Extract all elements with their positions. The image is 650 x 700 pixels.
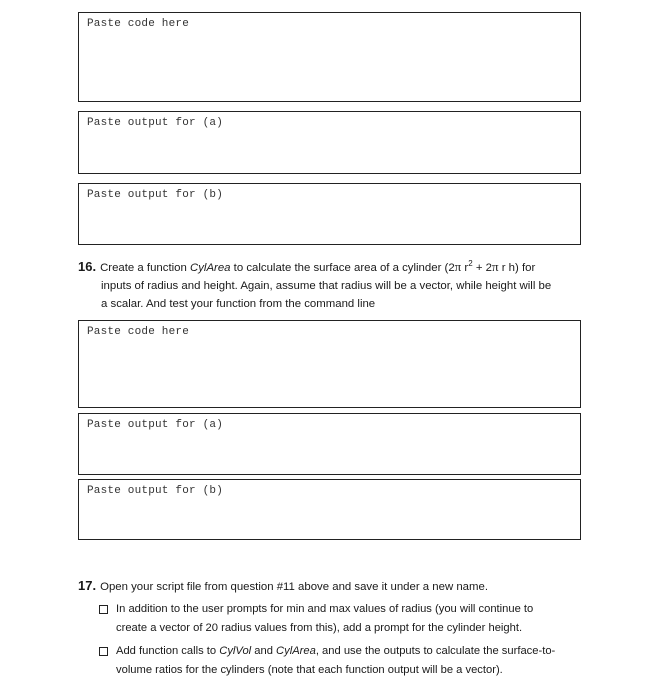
function-name: CylArea (190, 262, 231, 274)
code-placeholder: Paste code here (87, 18, 190, 30)
q17-text: Open your script file from question #11 above and save it under a new name. (100, 581, 489, 593)
q17-item-2-post: , and use the outputs to calculate the surface-to- (315, 645, 556, 657)
pi-symbol: π (454, 259, 462, 274)
output-a-box-top[interactable] (78, 111, 581, 174)
q16-tail: r h) for (498, 262, 536, 274)
q17-item-2-line-2: volume ratios for the cylinders (note that each function output will be a vector). (116, 664, 503, 676)
output-a-placeholder: Paste output for (a) (87, 117, 224, 129)
q16-r: r (461, 262, 469, 274)
q17-item-2-and: and (251, 645, 277, 657)
q16-text-mid: to calculate the surface area of a cylinder (2 (230, 262, 455, 274)
checkbox-2[interactable] (99, 647, 108, 656)
output-a-placeholder: Paste output for (a) (87, 419, 224, 431)
exponent: 2 (468, 259, 473, 269)
function-name-cylarea: CylArea (276, 645, 316, 657)
code-box-q16[interactable] (78, 320, 581, 408)
code-box-top[interactable] (78, 12, 581, 102)
q17-item-1 (116, 600, 616, 638)
question-17 (78, 577, 618, 596)
question-16 (78, 258, 598, 313)
q17-item-1-line-1: In addition to the user prompts for min and max values of radius (you will continue to (116, 603, 534, 615)
q16-line-2: inputs of radius and height. Again, assume that radius will be a vector, while height will be (101, 280, 552, 292)
output-b-box-top[interactable] (78, 183, 581, 245)
q17-item-2-pre: Add function calls to (116, 645, 220, 657)
pi-symbol-2: π (491, 259, 499, 274)
q17-item-2 (116, 642, 626, 680)
question-number: 17. (78, 578, 97, 593)
function-name-cylvol: CylVol (219, 645, 252, 657)
output-a-box-q16[interactable] (78, 413, 581, 475)
code-placeholder: Paste code here (87, 326, 190, 338)
output-b-placeholder: Paste output for (b) (87, 189, 224, 201)
output-b-placeholder: Paste output for (b) (87, 485, 224, 497)
checkbox-1[interactable] (99, 605, 108, 614)
q17-item-1-line-2: create a vector of 20 radius values from this), add a prompt for the cylinder height. (116, 622, 523, 634)
q16-text: Create a function (100, 262, 190, 274)
output-b-box-q16[interactable] (78, 479, 581, 540)
q16-line-3: a scalar. And test your function from the command line (101, 298, 376, 310)
question-number: 16. (78, 259, 97, 274)
q16-plus: + 2 (472, 262, 492, 274)
